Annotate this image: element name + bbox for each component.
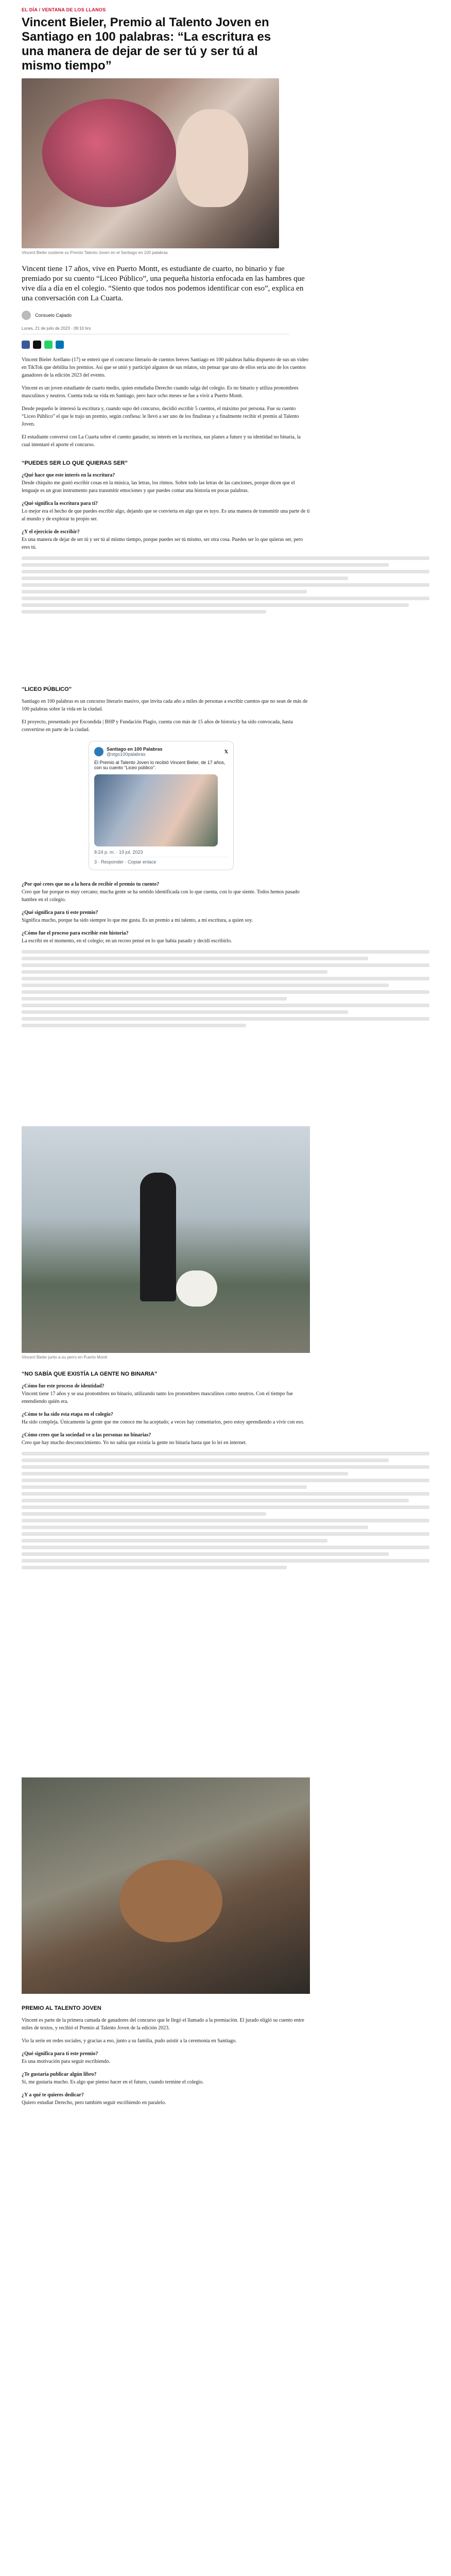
answer: Ha sido compleja. Únicamente la gente que me conoce me ha aceptado; a veces hay comentarios, pero estoy aprendiendo a vivir con eso. xyxy=(22,1419,304,1425)
question: ¿Cómo fue el proceso para escribir este historia? xyxy=(22,930,129,936)
question: ¿Cómo fue este proceso de identidad? xyxy=(22,1383,105,1389)
question: ¿Qué significa para ti este premio? xyxy=(22,910,98,916)
paragraph: Vio la serie en redes sociales, y gracias a eso, junto a su familia, pudo asistir a la ceremonia en Santiago. xyxy=(22,2038,237,2044)
hero-face xyxy=(176,109,248,207)
question: ¿Qué hace que este interés en la escritura? xyxy=(22,472,115,478)
question: ¿Cómo te ha sido esta etapa en el colegio? xyxy=(22,1412,113,1417)
question: ¿Por qué crees que no a la hora de recibir el premio tu cuento? xyxy=(22,882,160,887)
headline: Vincent Bieler, Premio al Talento Joven en Santiago en 100 palabras: “La escritura es una manera de dejar de ser tú y ser tú al mismo tiempo” xyxy=(22,15,271,73)
kicker[interactable]: EL DÍA / VENTANA DE LOS LLANOS xyxy=(22,7,106,12)
dog-figure xyxy=(119,1860,222,1942)
x-icon[interactable]: 𝕏 xyxy=(224,749,228,754)
question: ¿Te gustaría publicar algún libro? xyxy=(22,2072,97,2077)
section-heading: “LICEO PÚBLICO” xyxy=(22,686,72,692)
section-heading: “PUEDES SER LO QUE QUIERAS SER” xyxy=(22,460,128,466)
answer: Lo mejor era el hecho de que puedes escribir algo, dejando que se convierta en algo que es tuyo. Es una manera de transmitir una parte de ti al mundo y de explorar tu propio ser. xyxy=(22,509,310,522)
section-heading: “NO SABÍA QUE EXISTÍA LA GENTE NO BINARIA” xyxy=(22,1371,158,1377)
qa-block xyxy=(22,880,429,945)
person-figure xyxy=(140,1173,176,1301)
question: ¿Qué significa la escritura para ti? xyxy=(22,501,98,506)
section-heading: PREMIO AL TALENTO JOVEN xyxy=(22,2005,101,2011)
tweet-handle[interactable]: @stgo100palabras xyxy=(107,752,146,757)
photo-caption: Vincent Bieler junto a su perro en Puerto Montt xyxy=(22,1355,108,1360)
linkedin-icon[interactable] xyxy=(56,341,64,349)
qa-block xyxy=(22,471,429,551)
standfirst: Vincent tiene 17 años, vive en Puerto Montt, es estudiante de cuarto, no binario y fue premiado por su cuento “Liceo Público”, una pequeña historia enfocada en las hambres que vive día a día en el colegio. “Siento que todos nos podemos identificar con eso”, explica en una conversación con La Cuarta. xyxy=(22,265,305,302)
tweet-image[interactable] xyxy=(94,774,218,846)
author-avatar xyxy=(22,311,31,320)
author-name[interactable]: Consuelo Cajiado xyxy=(35,313,72,318)
dog-figure xyxy=(176,1270,217,1307)
article-photo xyxy=(22,1777,310,1994)
paragraph: Vincent es parte de la primera camada de ganadores del concurso que le llegó el llamado a la premiación. El jurado eligió su cuento entre miles de textos, y recibió el Premio al Talento Joven de la edición 2023. xyxy=(22,2018,304,2031)
x-icon[interactable] xyxy=(33,341,41,349)
body-text-continued xyxy=(22,950,429,1120)
publish-date: Lunes, 21 de julio de 2023 · 09:10 hrs xyxy=(22,326,289,334)
hero-hair xyxy=(42,99,176,207)
paragraph: El estudiante conversó con La Cuarta sobre el cuento ganador, su interés en la escritura, sus planes a futuro y su identidad no binaria, la cual intentaré el aporte el concurso. xyxy=(22,434,301,448)
question: ¿Y a qué te quieres dedicar? xyxy=(22,2092,84,2098)
embedded-tweet[interactable] xyxy=(89,741,234,870)
answer: Es una motivación para seguir escribiendo. xyxy=(22,2059,111,2064)
paragraph: Vincent es un joven estudiante de cuarto medio, quien estudiaba Derecho cuando salga del colegio. Es no binario y utiliza pronombres masculinos y neutros. Cuenta toda su vida en Santiago, pero hace ocho meses se fue a vivir a Puerto Montt. xyxy=(22,385,299,399)
answer: Desde chiquito me gustó escribir cosas en la música, las letras, los ritmos. Sobre todo las letras de las canciones, porque dicen que el lenguaje es un gran instrumento para transmitir emociones y que puedes contar una historia en pocas palabras. xyxy=(22,480,295,494)
tweet-actions[interactable]: 3 · Responder · Copiar enlace xyxy=(94,857,228,865)
answer: Significa mucho, porque ha sido siempre lo que me gusta. Es un premio a mi talento, a mi escritura, a quien soy. xyxy=(22,918,253,923)
facebook-icon[interactable] xyxy=(22,341,30,349)
question: ¿Cómo crees que la sociedad ve a las personas no binarias? xyxy=(22,1432,151,1438)
answer: Quiero estudiar Derecho, pero también seguir escribiendo en paralelo. xyxy=(22,2100,166,2106)
answer: Creo que hay mucho desconocimiento. Yo no sabía que existía la gente no binaria hasta que lo leí en internet. xyxy=(22,1440,247,1446)
answer: La escribí en el momento, en el colegio; en un recreo pensé en lo que había pasado y decidí escribirlo. xyxy=(22,938,232,944)
paragraph: Santiago en 100 palabras es un concurso literario masivo, que invita cada año a miles de personas a escribir cuentos que no sean de más de 100 palabras sobre la vida en la ciudad. xyxy=(22,699,308,712)
whatsapp-icon[interactable] xyxy=(44,341,53,349)
author-row[interactable] xyxy=(22,311,429,320)
qa-block xyxy=(22,2050,429,2107)
paragraph: El proyecto, presentado por Escondida | BHP y Fundación Plagio, cuenta con más de 15 años de historia y ha sido convocada, hasta convertirse en parte de la ciudad. xyxy=(22,719,293,733)
tweet-account[interactable]: Santiago en 100 Palabras xyxy=(107,747,163,752)
answer: Es una manera de dejar de ser tú y ser tú al mismo tiempo, porque puedes ser tú mismo, ser otra cosa. Puedes ser lo que quieras ser, pero eres tú. xyxy=(22,537,303,550)
answer: Creo que fue porque es muy cercano; mucha gente se ha sentido identificada con lo que cuenta, con lo que siente. Todos hemos pasado hambre en el colegio. xyxy=(22,889,300,903)
paragraph: Desde pequeño le interesó la escritura y, cuando supo del concurso, decidió escribir 5 cuentos, el máximo por persona. Fue su cuento “Liceo Público” el que le trajo un premio, según confiesa: le llevó a ser uno de los finalistas y a finalmente recibir el premio al Talento Joven. xyxy=(22,406,299,427)
question: ¿Y el ejercicio de escribir? xyxy=(22,529,80,535)
question: ¿Qué significa para ti este premio? xyxy=(22,2051,98,2057)
body-text-continued xyxy=(22,556,429,675)
tweet-time[interactable]: 8:24 p. m. · 19 jul. 2023 xyxy=(94,850,143,855)
share-bar xyxy=(22,341,429,349)
body-text-continued xyxy=(22,1452,429,1771)
article-photo xyxy=(22,1126,310,1353)
hero-caption: Vincent Bieler sostiene su Premio Talento Joven en el Santiago en 100 palabras xyxy=(22,250,168,255)
qa-block xyxy=(22,1382,429,1447)
hero-image xyxy=(22,78,279,248)
tweet-text: El Premio al Talento Joven lo recibió Vincent Bieler, de 17 años, con su cuento “Liceo público”. xyxy=(94,760,226,770)
answer: Sí, me gustaría mucho. Es algo que pienso hacer en el futuro, cuando termine el colegio. xyxy=(22,2079,204,2085)
answer: Vincent tiene 17 años y se usa pronombres no binario, utilizando tanto los pronombres masculinos como neutros. Con el tiempo fue entendiendo quién era. xyxy=(22,1391,293,1404)
paragraph: Vincent Bieler Arellano (17) se enteró que el concurso literario de cuentos breves Santiago en 100 palabras había dispuesto de sus un video en TikTok que debilita los premios. Así que se unió y participó algunos de sus relatos, sin pensar que uno de ellos sería uno de los cuentos ganadores de la edición 2023 del evento. xyxy=(22,357,309,378)
tweet-avatar xyxy=(94,747,103,756)
